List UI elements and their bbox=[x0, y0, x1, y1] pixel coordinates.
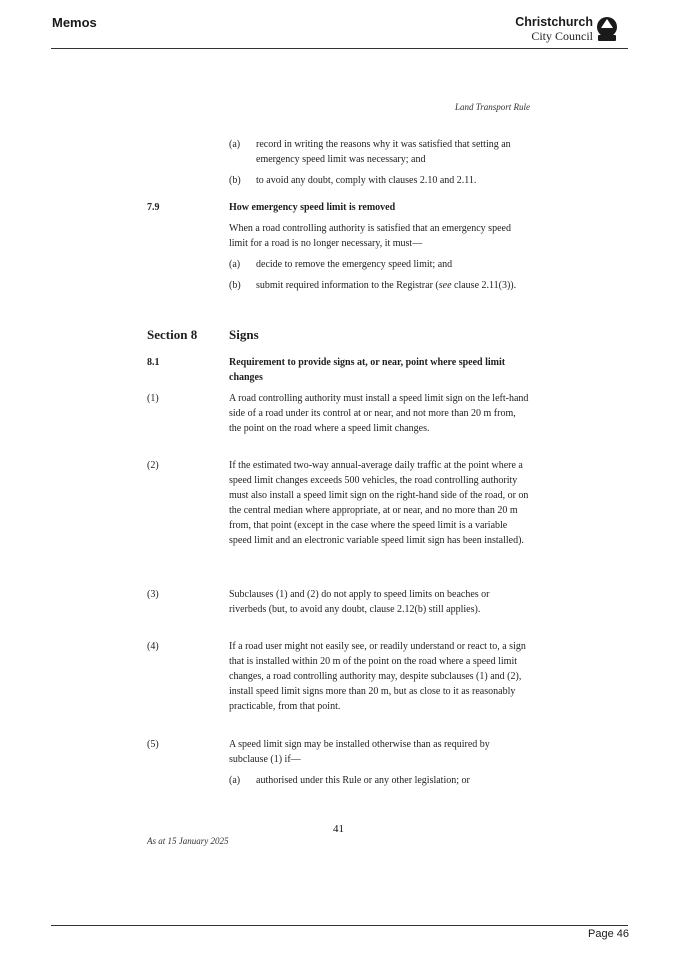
subclause-label: (4) bbox=[147, 641, 159, 652]
page-number: 41 bbox=[333, 823, 344, 835]
logo-line1: Christchurch bbox=[515, 15, 593, 29]
list-label: (b) bbox=[229, 280, 241, 291]
list-label: (a) bbox=[229, 259, 241, 270]
clause-number: 8.1 bbox=[147, 357, 160, 368]
running-head: Land Transport Rule bbox=[454, 102, 530, 112]
subclause-label: (3) bbox=[147, 589, 159, 600]
list-item-text: authorised under this Rule or any other legislation; or bbox=[256, 775, 470, 786]
logo-line2: City Council bbox=[531, 29, 593, 43]
list-label: (a) bbox=[229, 775, 241, 786]
list-label: (a) bbox=[229, 139, 241, 150]
council-emblem-icon bbox=[595, 16, 619, 42]
header-section-label: Memos bbox=[52, 15, 97, 30]
subclause-text: If a road user might not easily see, or readily understand or react to, a sign that is installed within 20 m of the point on the road where a speed limit changes, a road controlling authority may, despite subclauses (1) and (2), install speed limit signs more than 20 m, but as close to it as reasonably practicable, from that point. bbox=[229, 641, 526, 712]
council-logo bbox=[509, 14, 619, 44]
list-item-text: submit required information to the Registrar (see clause 2.11(3)). bbox=[256, 280, 517, 291]
subclause-label: (5) bbox=[147, 739, 159, 750]
footer-rule bbox=[51, 925, 628, 926]
clause-heading: How emergency speed limit is removed bbox=[229, 202, 396, 213]
clause-number: 7.9 bbox=[147, 202, 160, 213]
subclause-label: (2) bbox=[147, 460, 159, 471]
subclause-text: If the estimated two-way annual-average daily traffic at the point where a speed limit changes exceeds 500 vehicles, the road controlling authority must also install a speed limit sign on the right-hand side of the road, or on the central median where appropriate, at or near, and no more than 20 m from, that point (except in the case where the speed limit is a variable speed limit and an electronic variable speed limit sign has been installed). bbox=[229, 460, 529, 546]
list-item-text: to avoid any doubt, comply with clauses 2.10 and 2.11. bbox=[256, 175, 477, 186]
list-item-text: decide to remove the emergency speed limit; and bbox=[256, 259, 453, 270]
list-label: (b) bbox=[229, 175, 241, 186]
clause-heading: Requirement to provide signs at, or near, point where speed limit changes bbox=[229, 357, 506, 383]
section-label: Section 8 bbox=[147, 327, 198, 342]
as-at-date: As at 15 January 2025 bbox=[147, 836, 229, 846]
subclause-text: A road controlling authority must install a speed limit sign on the left-hand side of a road under its control at or near, and not more than 20 m from, the point on the road where a speed limit changes. bbox=[229, 393, 529, 434]
clause-intro: When a road controlling authority is satisfied that an emergency speed limit for a road is no longer necessary, it must— bbox=[229, 223, 511, 249]
subclause-text: Subclauses (1) and (2) do not apply to speed limits on beaches or riverbeds (but, to avoid any doubt, clause 2.12(b) still applies). bbox=[229, 589, 490, 615]
header-rule bbox=[51, 48, 628, 49]
subclause-label: (1) bbox=[147, 393, 159, 404]
subclause-text: A speed limit sign may be installed otherwise than as required by subclause (1) if— bbox=[229, 739, 490, 765]
page-label: Page 46 bbox=[588, 928, 629, 940]
section-title: Signs bbox=[229, 327, 259, 342]
list-item-text: record in writing the reasons why it was satisfied that setting an emergency speed limit was necessary; and bbox=[256, 139, 511, 165]
